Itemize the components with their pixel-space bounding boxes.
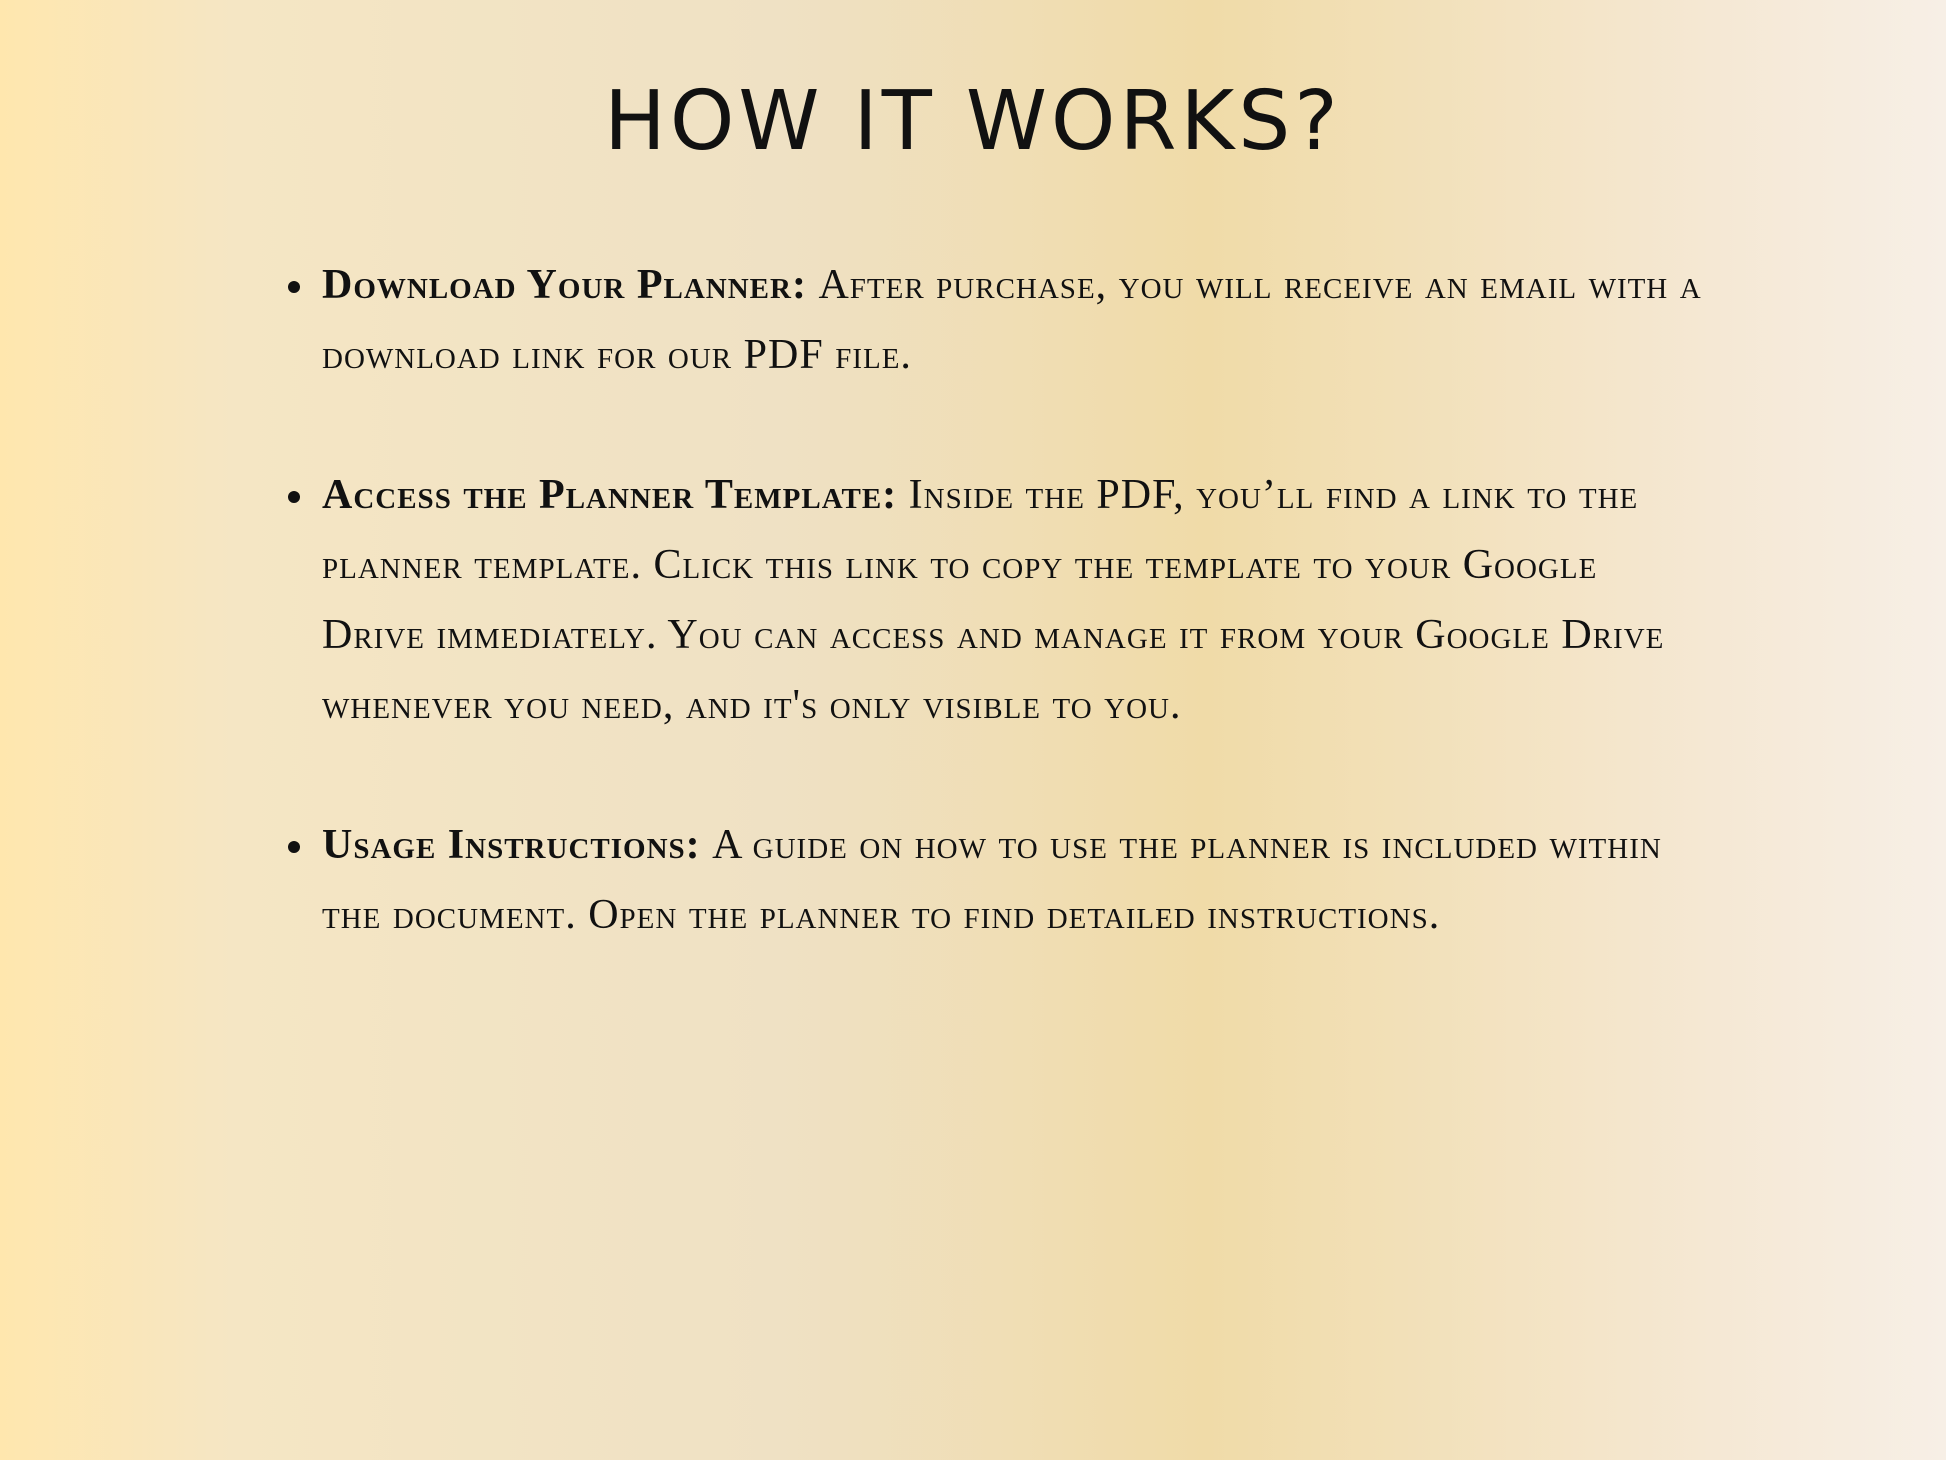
step-title: Access the Planner Template: — [322, 472, 909, 518]
step-text: Inside the PDF, you’ll find a link to the planner template. Click this link to copy the template to your Google Drive immediately. You can access and manage it from your Google Drive whenever you need, and it's only visible to you. — [322, 472, 1665, 728]
step-item-access — [284, 460, 1704, 740]
bullet-icon — [288, 841, 300, 853]
page-title: HOW IT WORKS? — [604, 74, 1342, 169]
step-title: Download Your Planner: — [322, 262, 819, 308]
bullet-icon — [288, 281, 300, 293]
step-item-download — [284, 250, 1704, 390]
step-text: After purchase, you will receive an email with a download link for our PDF file. — [322, 262, 1702, 378]
step-text: A guide on how to use the planner is included within the document. Open the planner to find detailed instructions. — [322, 822, 1662, 938]
steps-list — [284, 250, 1704, 1020]
bullet-icon — [288, 491, 300, 503]
step-item-usage — [284, 810, 1704, 950]
step-title: Usage Instructions: — [322, 822, 713, 868]
